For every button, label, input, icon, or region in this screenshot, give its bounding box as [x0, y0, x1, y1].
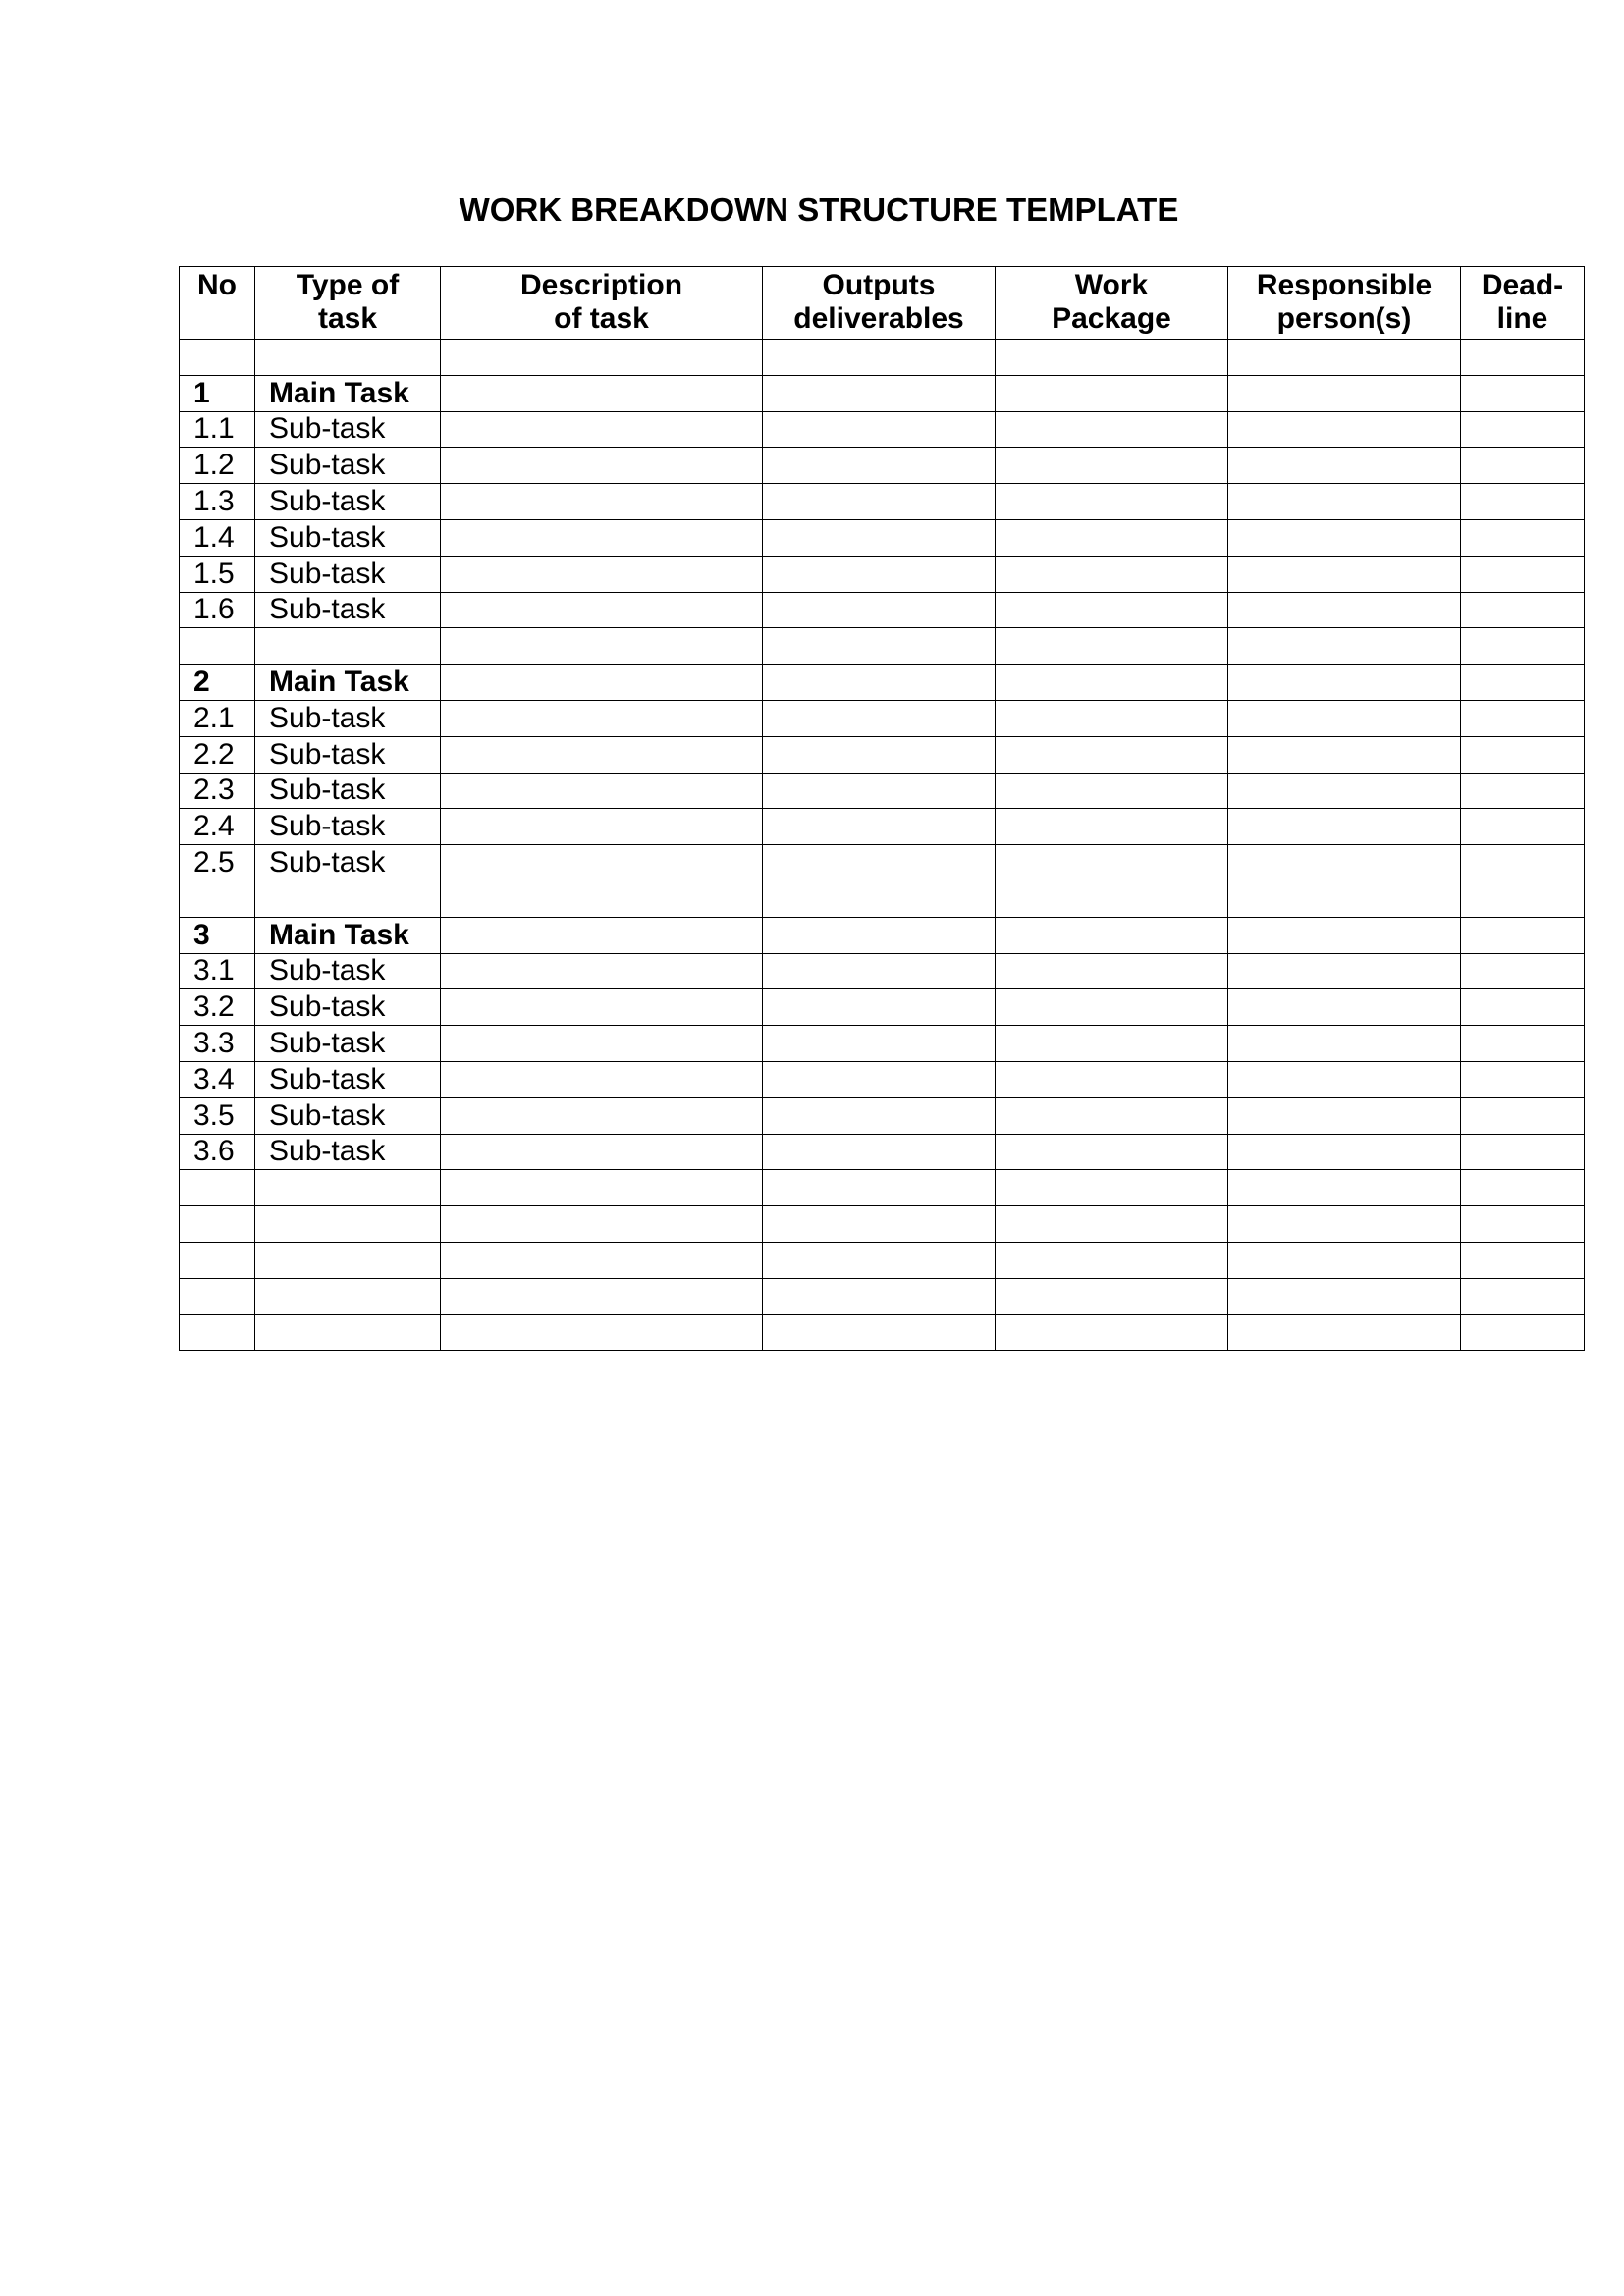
cell-outputs[interactable]	[763, 1170, 996, 1206]
cell-no	[180, 1278, 255, 1314]
cell-no	[180, 1206, 255, 1243]
cell-description[interactable]	[441, 484, 763, 520]
cell-no	[180, 1170, 255, 1206]
cell-outputs[interactable]	[763, 700, 996, 736]
cell-responsible[interactable]	[1228, 736, 1461, 773]
cell-responsible[interactable]	[1228, 1170, 1461, 1206]
sub-task-row	[180, 989, 1585, 1026]
cell-description[interactable]	[441, 592, 763, 628]
table-body	[180, 340, 1585, 1351]
cell-responsible[interactable]	[1228, 411, 1461, 448]
cell-no: 1.6	[180, 592, 255, 628]
cell-responsible[interactable]	[1228, 665, 1461, 701]
cell-no: 3.5	[180, 1097, 255, 1134]
cell-type-of-task	[255, 1314, 441, 1351]
cell-work-package[interactable]	[996, 1170, 1228, 1206]
cell-deadline[interactable]	[1461, 448, 1585, 484]
cell-description[interactable]	[441, 1134, 763, 1170]
cell-no: 2	[180, 665, 255, 701]
cell-description[interactable]	[441, 628, 763, 665]
cell-outputs[interactable]	[763, 1061, 996, 1097]
cell-responsible[interactable]	[1228, 845, 1461, 881]
cell-deadline[interactable]	[1461, 773, 1585, 809]
cell-outputs[interactable]	[763, 736, 996, 773]
cell-no: 3.6	[180, 1134, 255, 1170]
cell-deadline[interactable]	[1461, 484, 1585, 520]
cell-outputs[interactable]	[763, 773, 996, 809]
cell-no: 2.2	[180, 736, 255, 773]
cell-responsible[interactable]	[1228, 628, 1461, 665]
cell-type-of-task	[255, 1170, 441, 1206]
cell-type-of-task: Sub-task	[255, 845, 441, 881]
cell-deadline[interactable]	[1461, 375, 1585, 411]
blank-row	[180, 1242, 1585, 1278]
cell-description[interactable]	[441, 736, 763, 773]
header-description-line1: Description	[519, 269, 683, 301]
cell-work-package[interactable]	[996, 917, 1228, 953]
cell-deadline[interactable]	[1461, 1242, 1585, 1278]
cell-type-of-task	[255, 1242, 441, 1278]
cell-no: 1.2	[180, 448, 255, 484]
sub-task-row	[180, 1026, 1585, 1062]
cell-work-package[interactable]	[996, 1097, 1228, 1134]
sub-task-row	[180, 592, 1585, 628]
cell-no	[180, 340, 255, 376]
cell-deadline[interactable]	[1461, 1061, 1585, 1097]
cell-work-package[interactable]	[996, 700, 1228, 736]
cell-responsible[interactable]	[1228, 1061, 1461, 1097]
cell-responsible[interactable]	[1228, 989, 1461, 1026]
sub-task-row	[180, 1097, 1585, 1134]
cell-outputs[interactable]	[763, 1206, 996, 1243]
cell-type-of-task: Sub-task	[255, 484, 441, 520]
cell-deadline[interactable]	[1461, 881, 1585, 917]
cell-description[interactable]	[441, 556, 763, 592]
cell-type-of-task: Sub-task	[255, 519, 441, 556]
cell-type-of-task	[255, 340, 441, 376]
cell-description[interactable]	[441, 881, 763, 917]
cell-outputs[interactable]	[763, 1278, 996, 1314]
cell-description[interactable]	[441, 989, 763, 1026]
cell-type-of-task: Main Task	[255, 375, 441, 411]
cell-responsible[interactable]	[1228, 881, 1461, 917]
cell-type-of-task: Sub-task	[255, 989, 441, 1026]
cell-type-of-task: Sub-task	[255, 953, 441, 989]
cell-deadline[interactable]	[1461, 1097, 1585, 1134]
cell-description[interactable]	[441, 809, 763, 845]
cell-deadline[interactable]	[1461, 1206, 1585, 1243]
sub-task-row	[180, 953, 1585, 989]
cell-responsible[interactable]	[1228, 1134, 1461, 1170]
cell-description[interactable]	[441, 519, 763, 556]
cell-outputs[interactable]	[763, 845, 996, 881]
header-deadline	[1461, 267, 1585, 340]
header-work-package	[996, 267, 1228, 340]
cell-work-package[interactable]	[996, 1026, 1228, 1062]
cell-outputs[interactable]	[763, 989, 996, 1026]
cell-no: 1.4	[180, 519, 255, 556]
cell-deadline[interactable]	[1461, 411, 1585, 448]
cell-description[interactable]	[441, 375, 763, 411]
cell-deadline[interactable]	[1461, 519, 1585, 556]
header-row	[180, 267, 1585, 340]
cell-outputs[interactable]	[763, 1026, 996, 1062]
cell-description[interactable]	[441, 665, 763, 701]
cell-responsible[interactable]	[1228, 953, 1461, 989]
page-title: WORK BREAKDOWN STRUCTURE TEMPLATE	[459, 191, 1179, 228]
cell-type-of-task: Main Task	[255, 665, 441, 701]
cell-outputs[interactable]	[763, 881, 996, 917]
cell-responsible[interactable]	[1228, 1314, 1461, 1351]
cell-outputs[interactable]	[763, 592, 996, 628]
cell-work-package[interactable]	[996, 1314, 1228, 1351]
cell-description[interactable]	[441, 1026, 763, 1062]
cell-no	[180, 881, 255, 917]
cell-deadline[interactable]	[1461, 989, 1585, 1026]
cell-type-of-task: Sub-task	[255, 1026, 441, 1062]
sub-task-row	[180, 1061, 1585, 1097]
cell-responsible[interactable]	[1228, 375, 1461, 411]
cell-type-of-task: Sub-task	[255, 1061, 441, 1097]
cell-type-of-task: Sub-task	[255, 1097, 441, 1134]
sub-task-row	[180, 411, 1585, 448]
cell-work-package[interactable]	[996, 1278, 1228, 1314]
cell-responsible[interactable]	[1228, 519, 1461, 556]
cell-work-package[interactable]	[996, 953, 1228, 989]
header-deadline-line1: Dead-	[1481, 269, 1564, 301]
cell-no	[180, 1314, 255, 1351]
sub-task-row	[180, 1134, 1585, 1170]
wbs-table	[179, 266, 1585, 1351]
cell-no: 3.4	[180, 1061, 255, 1097]
cell-deadline[interactable]	[1461, 628, 1585, 665]
cell-type-of-task: Sub-task	[255, 809, 441, 845]
cell-description[interactable]	[441, 1170, 763, 1206]
cell-work-package[interactable]	[996, 628, 1228, 665]
cell-deadline[interactable]	[1461, 700, 1585, 736]
cell-work-package[interactable]	[996, 1206, 1228, 1243]
cell-description[interactable]	[441, 773, 763, 809]
cell-responsible[interactable]	[1228, 484, 1461, 520]
cell-work-package[interactable]	[996, 411, 1228, 448]
cell-responsible[interactable]	[1228, 1026, 1461, 1062]
cell-work-package[interactable]	[996, 519, 1228, 556]
cell-work-package[interactable]	[996, 809, 1228, 845]
cell-work-package[interactable]	[996, 1242, 1228, 1278]
cell-deadline[interactable]	[1461, 1314, 1585, 1351]
blank-row	[180, 1278, 1585, 1314]
sub-task-row	[180, 448, 1585, 484]
cell-outputs[interactable]	[763, 448, 996, 484]
blank-row	[180, 881, 1585, 917]
sub-task-row	[180, 556, 1585, 592]
cell-outputs[interactable]	[763, 1134, 996, 1170]
cell-no: 1.5	[180, 556, 255, 592]
cell-responsible[interactable]	[1228, 700, 1461, 736]
blank-row	[180, 1206, 1585, 1243]
cell-no: 3.3	[180, 1026, 255, 1062]
cell-type-of-task: Sub-task	[255, 592, 441, 628]
cell-outputs[interactable]	[763, 917, 996, 953]
cell-no: 3.2	[180, 989, 255, 1026]
cell-description[interactable]	[441, 1097, 763, 1134]
cell-outputs[interactable]	[763, 1242, 996, 1278]
sub-task-row	[180, 809, 1585, 845]
header-work-package-line1: Work	[1074, 269, 1149, 301]
cell-type-of-task: Main Task	[255, 917, 441, 953]
cell-responsible[interactable]	[1228, 1242, 1461, 1278]
header-deadline-line2: line	[1496, 302, 1548, 335]
cell-work-package[interactable]	[996, 484, 1228, 520]
cell-deadline[interactable]	[1461, 1278, 1585, 1314]
header-responsible-line1: Responsible	[1256, 269, 1433, 301]
cell-work-package[interactable]	[996, 340, 1228, 376]
header-responsible	[1228, 267, 1461, 340]
cell-work-package[interactable]	[996, 736, 1228, 773]
cell-outputs[interactable]	[763, 809, 996, 845]
cell-type-of-task: Sub-task	[255, 556, 441, 592]
header-type-of-task	[255, 267, 441, 340]
cell-deadline[interactable]	[1461, 592, 1585, 628]
blank-row	[180, 340, 1585, 376]
cell-deadline[interactable]	[1461, 809, 1585, 845]
cell-outputs[interactable]	[763, 484, 996, 520]
cell-outputs[interactable]	[763, 375, 996, 411]
cell-work-package[interactable]	[996, 881, 1228, 917]
cell-work-package[interactable]	[996, 1134, 1228, 1170]
cell-no: 2.3	[180, 773, 255, 809]
cell-outputs[interactable]	[763, 519, 996, 556]
cell-no: 2.5	[180, 845, 255, 881]
cell-outputs[interactable]	[763, 411, 996, 448]
cell-type-of-task	[255, 1206, 441, 1243]
cell-description[interactable]	[441, 1278, 763, 1314]
blank-row	[180, 628, 1585, 665]
cell-responsible[interactable]	[1228, 1278, 1461, 1314]
cell-type-of-task: Sub-task	[255, 700, 441, 736]
main-task-row	[180, 375, 1585, 411]
cell-outputs[interactable]	[763, 340, 996, 376]
sub-task-row	[180, 845, 1585, 881]
cell-description[interactable]	[441, 917, 763, 953]
header-type-line2: task	[317, 302, 378, 335]
cell-no: 2.4	[180, 809, 255, 845]
sub-task-row	[180, 484, 1585, 520]
cell-description[interactable]	[441, 1061, 763, 1097]
cell-responsible[interactable]	[1228, 556, 1461, 592]
cell-type-of-task: Sub-task	[255, 411, 441, 448]
cell-deadline[interactable]	[1461, 736, 1585, 773]
cell-description[interactable]	[441, 1314, 763, 1351]
cell-work-package[interactable]	[996, 773, 1228, 809]
cell-description[interactable]	[441, 340, 763, 376]
cell-description[interactable]	[441, 411, 763, 448]
cell-work-package[interactable]	[996, 592, 1228, 628]
blank-row	[180, 1170, 1585, 1206]
sub-task-row	[180, 736, 1585, 773]
cell-deadline[interactable]	[1461, 953, 1585, 989]
cell-no	[180, 628, 255, 665]
cell-description[interactable]	[441, 845, 763, 881]
cell-deadline[interactable]	[1461, 1026, 1585, 1062]
cell-deadline[interactable]	[1461, 1170, 1585, 1206]
cell-no: 1	[180, 375, 255, 411]
cell-type-of-task: Sub-task	[255, 773, 441, 809]
cell-type-of-task	[255, 628, 441, 665]
cell-work-package[interactable]	[996, 1061, 1228, 1097]
cell-type-of-task: Sub-task	[255, 1134, 441, 1170]
cell-work-package[interactable]	[996, 989, 1228, 1026]
cell-work-package[interactable]	[996, 448, 1228, 484]
cell-description[interactable]	[441, 448, 763, 484]
cell-responsible[interactable]	[1228, 917, 1461, 953]
cell-responsible[interactable]	[1228, 809, 1461, 845]
cell-no: 3	[180, 917, 255, 953]
cell-deadline[interactable]	[1461, 665, 1585, 701]
header-description-line2: of task	[554, 302, 649, 335]
cell-type-of-task: Sub-task	[255, 448, 441, 484]
cell-responsible[interactable]	[1228, 448, 1461, 484]
cell-outputs[interactable]	[763, 1097, 996, 1134]
header-outputs	[763, 267, 996, 340]
cell-outputs[interactable]	[763, 665, 996, 701]
sub-task-row	[180, 773, 1585, 809]
cell-responsible[interactable]	[1228, 1206, 1461, 1243]
header-description	[441, 267, 763, 340]
header-work-package-line2: Package	[1052, 302, 1171, 335]
cell-outputs[interactable]	[763, 1314, 996, 1351]
main-task-row	[180, 665, 1585, 701]
cell-deadline[interactable]	[1461, 1134, 1585, 1170]
cell-responsible[interactable]	[1228, 773, 1461, 809]
header-outputs-line2: deliverables	[793, 302, 964, 335]
cell-type-of-task	[255, 881, 441, 917]
sub-task-row	[180, 700, 1585, 736]
cell-description[interactable]	[441, 700, 763, 736]
cell-work-package[interactable]	[996, 665, 1228, 701]
cell-no: 1.1	[180, 411, 255, 448]
cell-description[interactable]	[441, 953, 763, 989]
cell-deadline[interactable]	[1461, 845, 1585, 881]
cell-no	[180, 1242, 255, 1278]
cell-outputs[interactable]	[763, 628, 996, 665]
main-task-row	[180, 917, 1585, 953]
cell-work-package[interactable]	[996, 845, 1228, 881]
cell-no: 2.1	[180, 700, 255, 736]
cell-type-of-task	[255, 1278, 441, 1314]
cell-deadline[interactable]	[1461, 556, 1585, 592]
cell-outputs[interactable]	[763, 953, 996, 989]
cell-no: 1.3	[180, 484, 255, 520]
cell-work-package[interactable]	[996, 375, 1228, 411]
header-type-line1: Type of	[296, 269, 400, 301]
cell-work-package[interactable]	[996, 556, 1228, 592]
blank-row	[180, 1314, 1585, 1351]
cell-deadline[interactable]	[1461, 340, 1585, 376]
sub-task-row	[180, 519, 1585, 556]
cell-description[interactable]	[441, 1242, 763, 1278]
cell-responsible[interactable]	[1228, 340, 1461, 376]
cell-deadline[interactable]	[1461, 917, 1585, 953]
header-no-line1: No	[197, 269, 237, 301]
cell-responsible[interactable]	[1228, 1097, 1461, 1134]
header-responsible-line2: person(s)	[1276, 302, 1412, 335]
header-no	[180, 267, 255, 340]
cell-outputs[interactable]	[763, 556, 996, 592]
cell-type-of-task: Sub-task	[255, 736, 441, 773]
cell-no: 3.1	[180, 953, 255, 989]
cell-responsible[interactable]	[1228, 592, 1461, 628]
header-outputs-line1: Outputs	[822, 269, 936, 301]
cell-description[interactable]	[441, 1206, 763, 1243]
